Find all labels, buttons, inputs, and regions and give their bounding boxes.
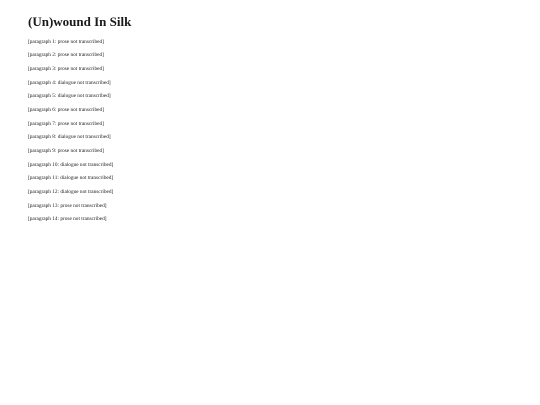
- paragraph: [paragraph 13: prose not transcribed]: [28, 202, 107, 209]
- paragraph: [paragraph 11: dialogue not transcribed]: [28, 175, 114, 182]
- paragraph: [paragraph 9: prose not transcribed]: [28, 147, 104, 154]
- paragraph: [paragraph 4: dialogue not transcribed]: [28, 79, 111, 86]
- paragraph: [paragraph 8: dialogue not transcribed]: [28, 134, 111, 141]
- paragraph: [paragraph 10: dialogue not transcribed]: [28, 161, 114, 168]
- paragraph: [paragraph 7: prose not transcribed]: [28, 120, 104, 127]
- paragraph: [paragraph 2: prose not transcribed]: [28, 52, 104, 59]
- document-title: (Un)wound In Silk: [28, 14, 132, 29]
- paragraph: [paragraph 3: prose not transcribed]: [28, 65, 104, 72]
- paragraph: [paragraph 6: prose not transcribed]: [28, 106, 104, 113]
- paragraph: [paragraph 1: prose not transcribed]: [28, 38, 104, 45]
- paragraph: [paragraph 12: dialogue not transcribed]: [28, 188, 114, 195]
- document-body: [28, 39, 522, 224]
- paragraph: [paragraph 5: dialogue not transcribed]: [28, 93, 111, 100]
- paragraph: [paragraph 14: prose not transcribed]: [28, 216, 107, 223]
